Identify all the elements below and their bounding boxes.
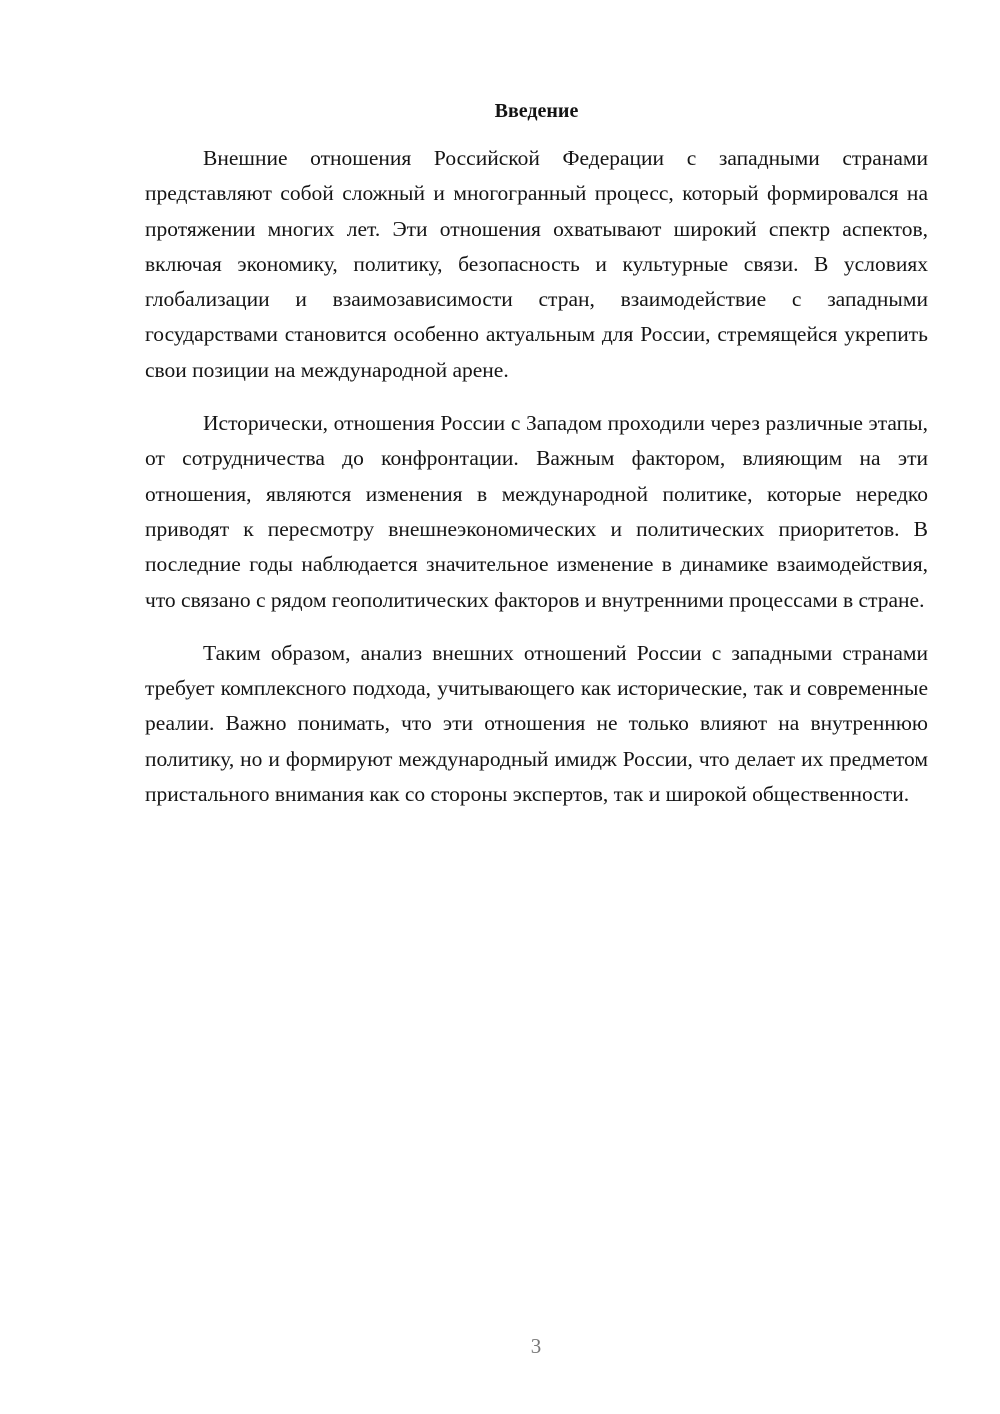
paragraph-2: Исторически, отношения России с Западом проходили через различные этапы, от сотрудничества до конфронтации. Важным фактором, влияющим на эти отношения, являются изменения в международной политике, которые нередко приводят к пересмотру внешнеэкономических и политических приоритетов. В последние годы наблюдается значительное изменение в динамике взаимодействия, что связано с рядом геополитических факторов и внутренними процессами в стране.: [145, 411, 928, 612]
paragraph-1: Внешние отношения Российской Федерации с западными странами представляют собой сложный и многогранный процесс, который формировался на протяжении многих лет. Эти отношения охватывают широкий спектр аспектов, включая экономику, политику, безопасность и культурные связи. В условиях глобализации и взаимозависимости стран, взаимодействие с западными государствами становится особенно актуальным для России, стремящейся укрепить свои позиции на международной арене.: [145, 146, 928, 382]
paragraph-3: Таким образом, анализ внешних отношений России с западными странами требует комплексного подхода, учитывающего как исторические, так и современные реалии. Важно понимать, что эти отношения не только влияют на внутреннюю политику, но и формируют международный имидж России, что делает их предметом пристального внимания как со стороны экспертов, так и широкой общественности.: [145, 640, 928, 807]
section-heading: Введение: [494, 100, 579, 122]
page-number: 3: [530, 1334, 542, 1358]
page-content: [145, 95, 928, 812]
